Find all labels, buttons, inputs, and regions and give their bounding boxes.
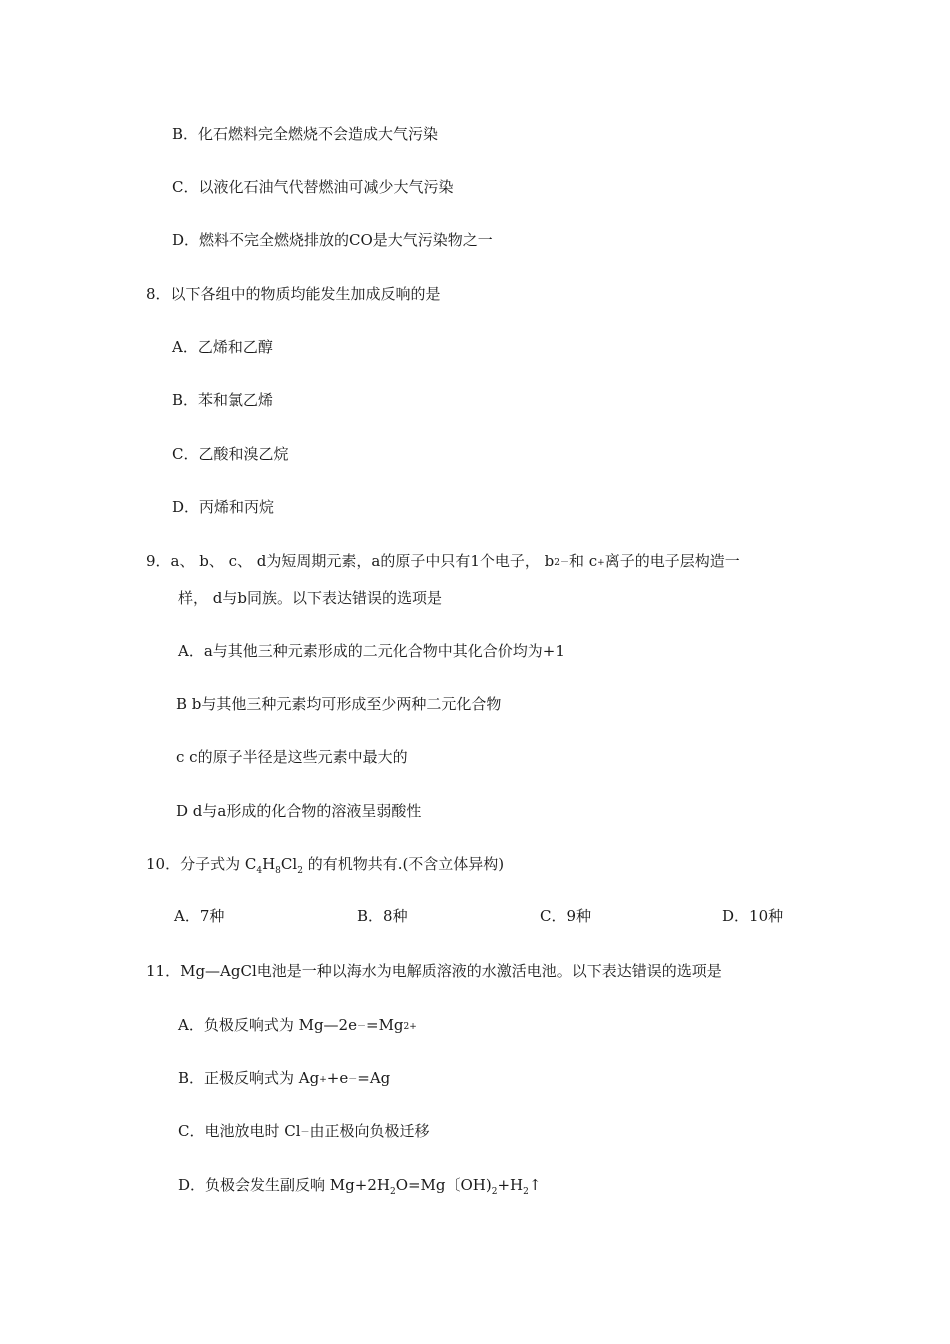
- q9-option-b: B b与其他三种元素均可形成至少两种二元化合物: [176, 695, 502, 713]
- q11-d-text-a: D．负极会发生副反响 Mg+2H: [178, 1176, 390, 1194]
- q9-superscript-charge-b: 2－: [554, 558, 569, 568]
- q9-stem-line2: 样， d与b同族。以下表达错误的选项是: [178, 589, 442, 607]
- q10-formula-h: H: [262, 855, 276, 873]
- q11-b-text-a: B．正极反响式为 Ag: [178, 1069, 320, 1087]
- q10-stem: [146, 854, 504, 874]
- q8-option-c: C．乙酸和溴乙烷: [172, 445, 289, 463]
- q11-d-gas-arrow: ↑: [528, 1176, 542, 1194]
- q7-option-c: C．以液化石油气代替燃油可减少大气污染: [172, 178, 454, 196]
- q11-stem: 11．Mg—AgCl电池是一种以海水为电解质溶液的水激活电池。以下表达错误的选项是: [146, 962, 722, 980]
- q9-option-c: c c的原子半径是这些元素中最大的: [176, 748, 408, 766]
- q11-option-b: [178, 1068, 390, 1091]
- q10-formula-cl: Cl: [280, 855, 298, 873]
- q11-a-text-a: A．负极反响式为 Mg—2e: [178, 1016, 357, 1034]
- q10-stem-text-b: 的有机物共有.(不含立体异构): [302, 855, 505, 873]
- q10-option-c: C．9种: [540, 907, 592, 925]
- q11-d-text-b: O=Mg〔OH): [395, 1176, 492, 1194]
- q11-d-subscript-oh: 2: [491, 1187, 498, 1197]
- q9-stem-text-a: 9．a、 b、 c、 d为短周期元素，a的原子中只有1个电子， b: [146, 552, 555, 570]
- q10-option-a: A．7种: [174, 907, 225, 925]
- q9-option-a: A．a与其他三种元素形成的二元化合物中其化合价均为+1: [178, 642, 565, 660]
- q11-d-subscript-h: 2: [389, 1187, 396, 1197]
- q11-b-superscript-electron: －: [348, 1075, 358, 1085]
- q10-stem-text-a: 10．分子式为 C: [146, 855, 257, 873]
- q11-c-text-b: 由正极向负极迁移: [309, 1122, 430, 1140]
- q9-stem-text-b: 和 c: [569, 552, 598, 570]
- q11-b-text-c: =Ag: [357, 1069, 391, 1087]
- q8-option-d: D．丙烯和丙烷: [172, 498, 275, 516]
- q11-a-text-b: =Mg: [366, 1016, 404, 1034]
- q8-option-a: A．乙烯和乙醇: [172, 338, 273, 356]
- q10-subscript-h: 8: [275, 866, 281, 876]
- q9-option-d: D d与a形成的化合物的溶液呈弱酸性: [176, 802, 422, 820]
- q11-option-d: [178, 1175, 541, 1195]
- q7-option-b: B．化石燃料完全燃烧不会造成大气污染: [172, 125, 439, 143]
- q10-option-d: D．10种: [722, 907, 784, 925]
- q11-option-a: [178, 1015, 417, 1038]
- q8-option-b: B．苯和氯乙烯: [172, 391, 274, 409]
- q11-b-text-b: +e: [326, 1069, 349, 1087]
- q11-option-c: [178, 1121, 430, 1144]
- q10-option-b: B．8种: [357, 907, 408, 925]
- q9-superscript-charge-c: +: [597, 558, 605, 568]
- q10-subscript-c: 4: [256, 866, 263, 876]
- q11-a-superscript-charge: 2+: [403, 1022, 417, 1032]
- q10-subscript-cl: 2: [297, 866, 303, 876]
- q9-stem-line1: [146, 551, 740, 574]
- q11-b-superscript-charge: +: [319, 1075, 327, 1085]
- q10-options-row: [0, 906, 950, 930]
- q8-stem: 8．以下各组中的物质均能发生加成反响的是: [146, 285, 441, 303]
- q7-option-d: D．燃料不完全燃烧排放的CO是大气污染物之一: [172, 231, 493, 249]
- q11-c-text-a: C．电池放电时 Cl: [178, 1122, 301, 1140]
- q11-d-subscript-h2: 2: [523, 1187, 529, 1197]
- q11-a-superscript-electron: －: [356, 1022, 366, 1032]
- q11-c-superscript-charge: －: [300, 1128, 310, 1138]
- q9-stem-text-c: 离子的电子层构造一: [604, 552, 740, 570]
- q11-d-text-c: +H: [497, 1176, 524, 1194]
